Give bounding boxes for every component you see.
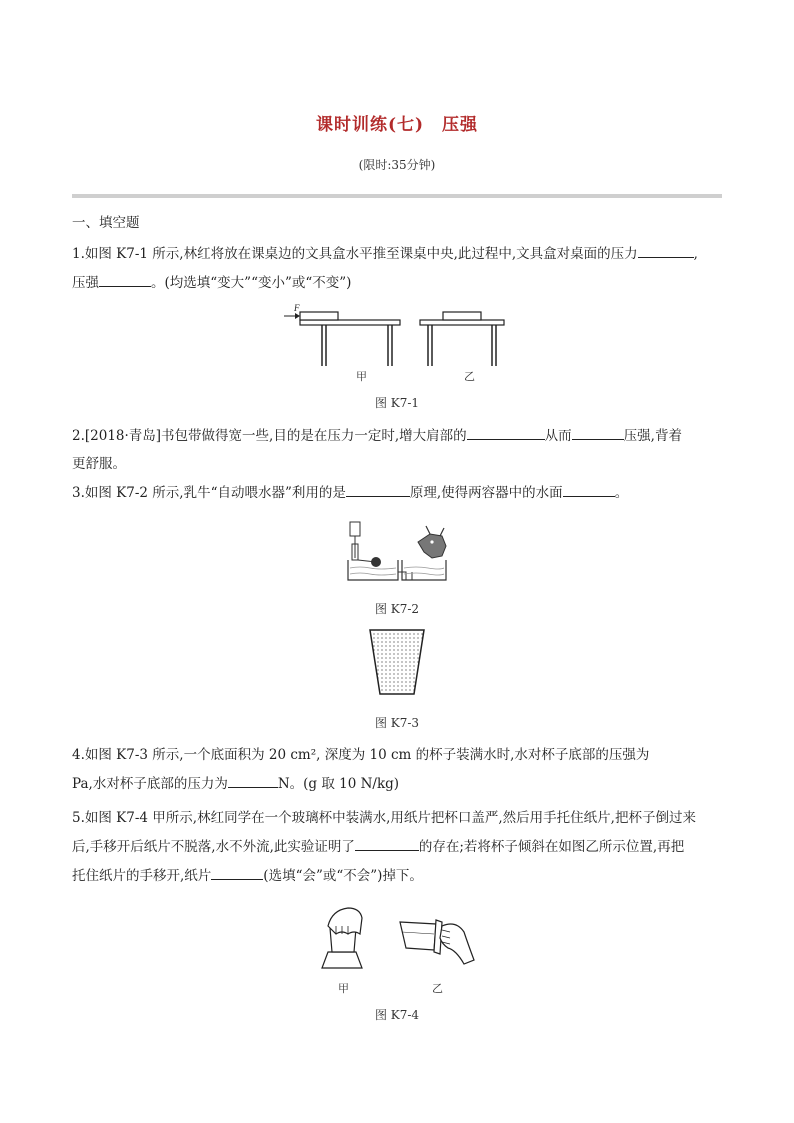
question-1-comma: ,: [693, 246, 698, 262]
table-left-illustration: [284, 303, 400, 366]
table-right-illustration: [420, 312, 504, 366]
question-1-text-3: 。(均选填“变大”“变小”或“不变”): [151, 275, 352, 291]
page-title: 课时训练(七) 压强: [315, 115, 479, 135]
figure-k7-4-label-left: 甲: [338, 982, 349, 995]
figure-k7-3-cup: [368, 628, 426, 696]
inverted-cup-hand-illustration: [322, 908, 362, 968]
answer-blank[interactable]: [572, 425, 624, 440]
figure-k7-4-caption: 图 K7-4: [374, 1008, 420, 1022]
figure-k7-3-caption: 图 K7-3: [374, 716, 420, 730]
question-4-line-1: 4.如图 K7-3 所示,一个底面积为 20 cm², 深度为 10 cm 的杯子装满水时,水对杯子底部的压强为: [72, 747, 650, 763]
question-5-text-2: 的存在;若将杯子倾斜在如图乙所示位置,再把: [418, 839, 685, 855]
force-label: F: [294, 303, 300, 313]
question-2-text: 2.[2018·青岛]书包带做得宽一些,目的是在压力一定时,增大肩部的: [72, 428, 467, 444]
answer-blank[interactable]: [563, 482, 615, 497]
question-4-line-2: [72, 771, 728, 798]
question-5-text-4: (选填“会”或“不会”)掉下。: [263, 868, 423, 884]
section-heading: 一、填空题: [72, 215, 140, 231]
answer-blank[interactable]: [228, 773, 278, 788]
figure-k7-1-label-right: 乙: [464, 370, 475, 383]
figure-k7-1-caption: 图 K7-1: [374, 396, 420, 410]
question-5-text-3: 托住纸片的手移开,纸片: [72, 868, 212, 884]
header-divider: [72, 194, 722, 198]
question-5-line-2: [72, 834, 728, 861]
question-1-line-2: [72, 270, 728, 297]
question-1-line-1: [72, 241, 728, 268]
answer-blank[interactable]: [99, 272, 151, 287]
figure-k7-4: [318, 904, 482, 974]
question-3-text-2: 原理,使得两容器中的水面: [409, 485, 563, 501]
question-2-text-2: 从而: [544, 428, 572, 444]
question-3-line-1: [72, 480, 728, 507]
tilted-cup-hand-illustration: [400, 920, 474, 964]
figure-k7-1: [280, 302, 520, 382]
question-2-text-3: 压强,背着: [623, 428, 682, 444]
figure-k7-2-caption: 图 K7-2: [374, 602, 420, 616]
question-1-text-2: 压强: [72, 275, 99, 291]
question-3-text-3: 。: [614, 485, 629, 501]
answer-blank[interactable]: [355, 836, 419, 851]
answer-blank[interactable]: [346, 482, 410, 497]
question-5-line-3: [72, 863, 728, 890]
question-2-line-2: 更舒服。: [72, 456, 126, 472]
answer-blank[interactable]: [638, 243, 694, 258]
question-5-line-1: 5.如图 K7-4 甲所示,林红同学在一个玻璃杯中装满水,用纸片把杯口盖严,然后用手托住纸片,把杯子倒过来: [72, 810, 696, 826]
figure-k7-2-water-feeder: [346, 516, 450, 586]
figure-k7-4-label-right: 乙: [432, 982, 443, 995]
question-4-text: Pa,水对杯子底部的压力为: [72, 776, 228, 792]
answer-blank[interactable]: [467, 425, 545, 440]
answer-blank[interactable]: [211, 865, 263, 880]
question-4-text-2: N。(g 取 10 N/kg): [277, 776, 400, 792]
time-limit: (限时:35分钟): [358, 158, 436, 172]
question-1-text: 1.如图 K7-1 所示,林红将放在课桌边的文具盒水平推至课桌中央,此过程中,文具盒对桌面的压力: [72, 246, 638, 262]
cow-head-icon: [418, 526, 446, 558]
figure-k7-1-label-left: 甲: [356, 370, 367, 383]
question-3-text: 3.如图 K7-2 所示,乳牛“自动喂水器”利用的是: [72, 485, 346, 501]
question-2-line-1: [72, 423, 728, 450]
question-5-text: 后,手移开后纸片不脱落,水不外流,此实验证明了: [72, 839, 355, 855]
